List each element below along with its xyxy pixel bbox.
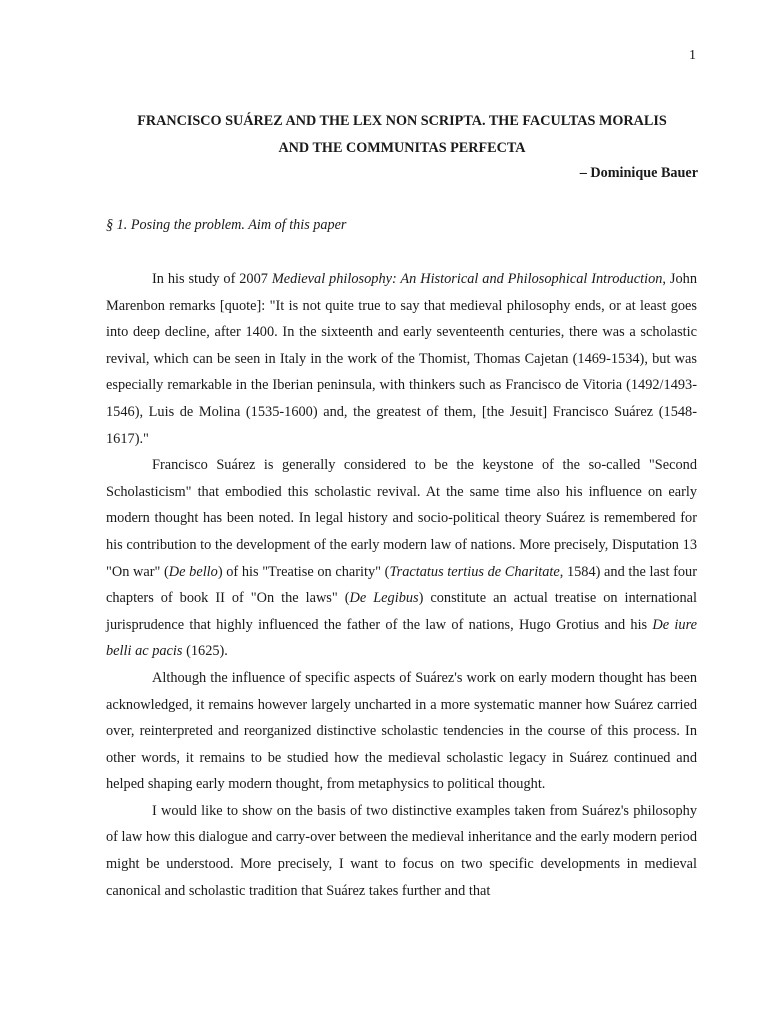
paragraph-2: Francisco Suárez is generally considered to be the keystone of the so-called "Second Scholasticism" that embodied this scholastic revival. At the same time also his influence on early modern thought has been noted. In legal history and socio-political theory Suárez is remembered for his contribution to the development of the early modern law of nations. More precisely, Disputation 13 "On war" (De bello) of his "Treatise on charity" (Tractatus tertius de Charitate, 1584) and the last four chapters of book II of "On the laws" (De Legibus) constitute an actual treatise on international jurisprudence that highly influenced the father of the law of nations, Hugo Grotius and his De iure belli ac pacis (1625).: [106, 457, 697, 660]
work-title-de-iure-belli: De iure belli ac pacis: [106, 616, 697, 660]
work-title-de-legibus: De Legibus: [349, 590, 419, 607]
page-number: 1: [689, 48, 696, 63]
section-heading: § 1. Posing the problem. Aim of this paper: [106, 217, 347, 233]
paragraph-3: Although the influence of specific aspects of Suárez's work on early modern thought has been acknowledged, it remains however largely uncharted in a more systematic manner how Suárez carried over, reinterpreted and reorganized distinctive scholastic tendencies in the course of this process. In other words, it remains to be studied how the medieval scholastic legacy in Suárez continued and helped shaping early modern thought, from metaphysics to political thought.: [106, 669, 697, 793]
paragraph-4: I would like to show on the basis of two distinctive examples taken from Suárez's philosophy of law how this dialogue and carry-over between the medieval inheritance and the early modern period might be understood. More precisely, I want to focus on two specific developments in medieval canonical and scholastic tradition that Suárez takes further and that: [106, 802, 697, 899]
work-title-de-bello: De bello: [168, 563, 218, 580]
author-byline: – Dominique Bauer: [579, 165, 698, 181]
paper-title-line-1: FRANCISCO SUÁREZ AND THE LEX NON SCRIPTA. THE FACULTAS MORALIS: [137, 113, 667, 129]
paper-title-line-2: AND THE COMMUNITAS PERFECTA: [278, 140, 526, 156]
body-text: [106, 266, 697, 904]
work-title-tractatus: Tractatus tertius de Charitate: [389, 563, 560, 580]
book-title-medieval-philosophy: Medieval philosophy: An Historical and Philosophical Introduction: [271, 271, 663, 287]
paper-title: [106, 108, 698, 162]
paragraph-1: In his study of 2007 Medieval philosophy: An Historical and Philosophical Introduction, John Marenbon remarks [quote]: "It is not quite true to say that medieval philosophy ends, or at least goes into deep decline, after 1400. In the sixteenth and early seventeenth centuries, there was a scholastic revival, which can be seen in Italy in the work of the Thomist, Thomas Cajetan (1469-1534), but was especially remarkable in the Iberian peninsula, with thinkers such as Francisco de Vitoria (1492/1493-1546), Luis de Molina (1535-1600) and, the greatest of them, [the Jesuit] Francisco Suárez (1548-1617).": [106, 271, 697, 447]
